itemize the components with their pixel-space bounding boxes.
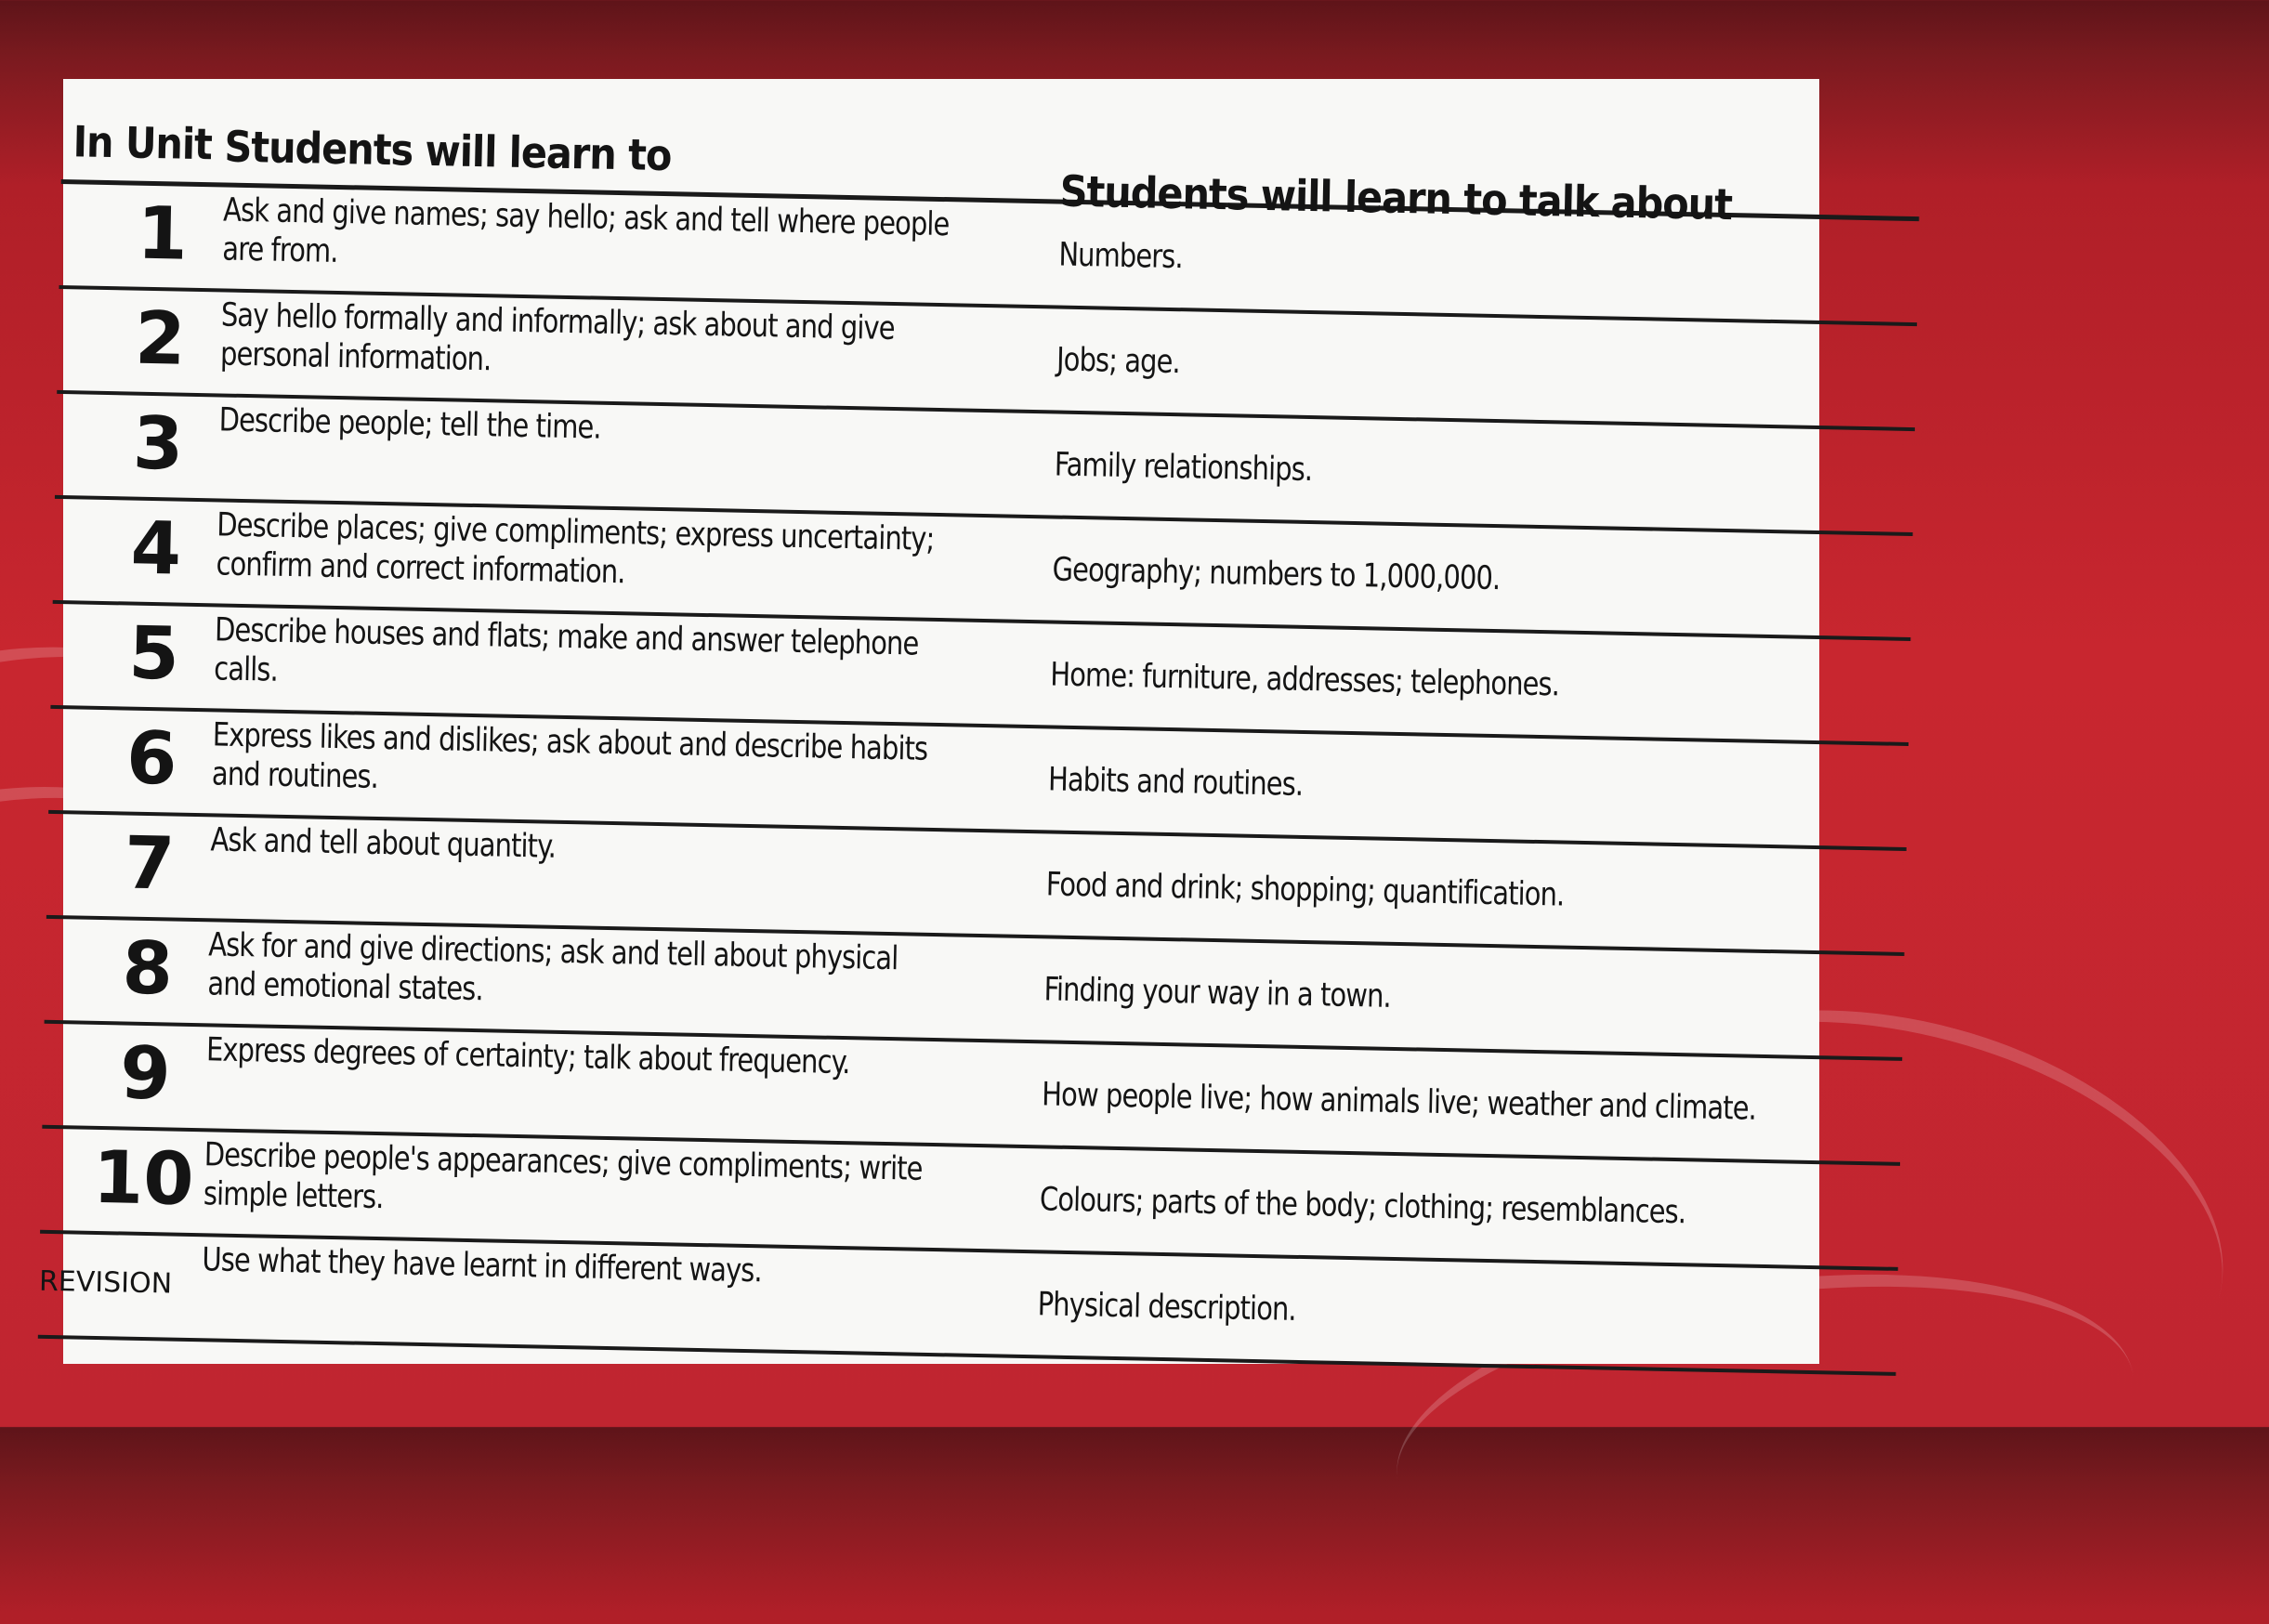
talk-about-cell: Habits and routines. [1047,761,1304,804]
talk-about-cell: Geography; numbers to 1,000,000. [1052,551,1501,598]
talk-about-cell: How people live; how animals live; weather and climate. [1041,1076,1757,1128]
learn-cell: Ask and give names; say hello; ask and tell where people are from. [221,191,950,270]
header-unit: In Unit [72,116,213,170]
syllabus-table [38,79,1921,1376]
learn-cell: Describe places; give compliments; express uncertainty; confirm and correct information. [216,506,935,592]
learn-cell: Describe people's appearances; give compliments; write simple letters. [203,1136,923,1217]
unit-number: 4 [129,506,182,592]
talk-about-cell: Home: furniture, addresses; telephones. [1049,656,1560,704]
talk-about-cell: Food and drink; shopping; quantification. [1045,866,1565,914]
learn-cell: Say hello formally and informally; ask about and give personal information. [219,296,896,379]
talk-about-cell: Finding your way in a town. [1043,971,1392,1015]
unit-number: 1 [136,191,189,277]
talk-about-cell: Colours; parts of the body; clothing; resemblances. [1039,1181,1686,1232]
learn-cell: Ask for and give directions; ask and tell about physical and emotional states. [207,926,898,1009]
unit-number: 8 [121,926,174,1012]
header-talk-about: Students will learn to talk about [1059,165,1733,230]
learn-cell: Describe people; tell the time. [218,401,602,447]
learn-cell: Use what they have learnt in different ways. [202,1241,763,1290]
talk-about-cell: Jobs; age. [1056,341,1181,382]
header-learn: Students will learn to [224,121,672,181]
unit-number: 3 [132,401,185,487]
talk-about-cell: Family relationships. [1054,446,1313,490]
unit-number: 9 [119,1031,172,1117]
talk-about-cell: Physical description. [1037,1286,1297,1329]
learn-cell: Describe houses and flats; make and answer telephone calls. [213,611,919,689]
unit-number: 2 [134,296,187,382]
scanned-page [38,79,1819,1364]
unit-number: 7 [124,821,177,907]
learn-cell: Express degrees of certainty; talk about frequency. [205,1031,850,1082]
unit-number: 6 [125,716,178,802]
learn-cell: Express likes and dislikes; ask about and describe habits and routines. [211,716,928,796]
unit-number: 5 [127,611,180,697]
learn-cell: Ask and tell about quantity. [210,821,557,866]
unit-number: REVISION [38,1264,173,1301]
unit-number: 10 [92,1135,195,1223]
talk-about-cell: Numbers. [1058,236,1184,277]
